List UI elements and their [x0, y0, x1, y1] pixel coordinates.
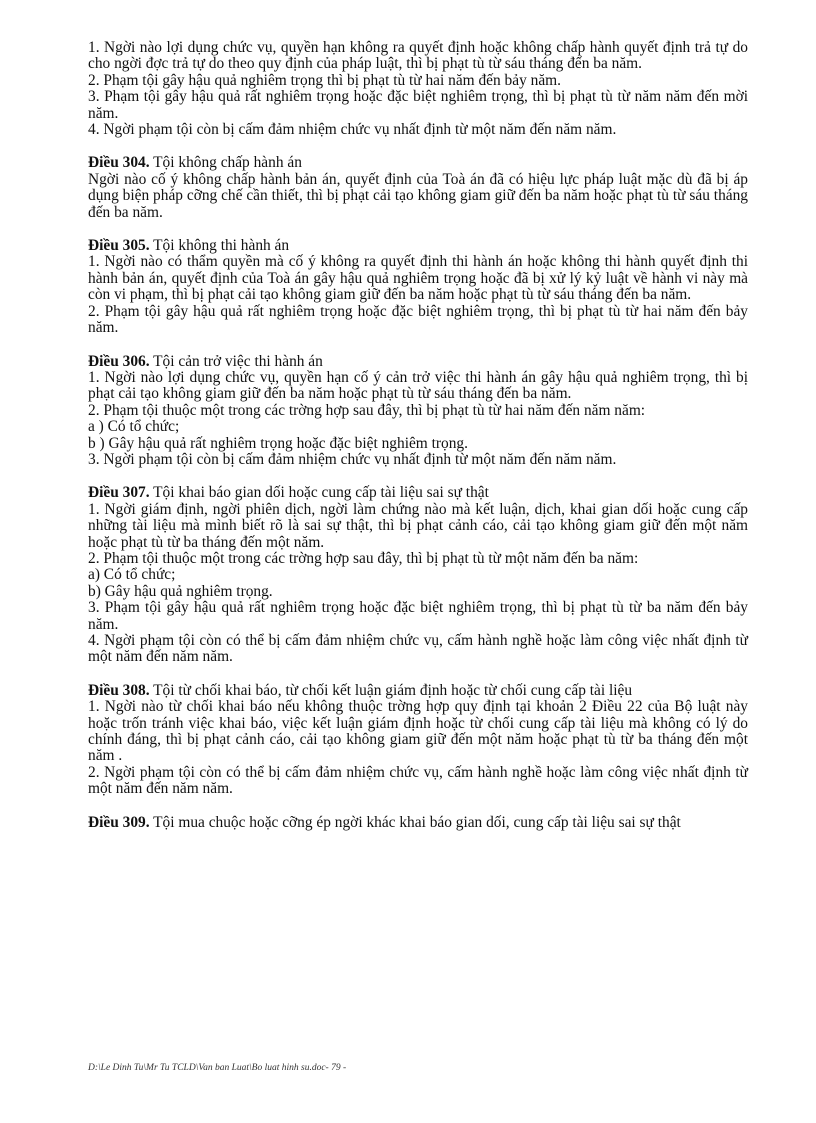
- article-number: Điều 306.: [88, 352, 150, 370]
- article-number: Điều 305.: [88, 237, 150, 255]
- article-title: Tội cản trở việc thi hành án: [149, 352, 323, 370]
- document-page: [88, 40, 748, 831]
- article-heading: [88, 683, 748, 699]
- paragraph: 2. Ngời phạm tội còn có thể bị cấm đảm nhiệm chức vụ, cấm hành nghề hoặc làm công việc nhất định từ một năm đến năm năm.: [88, 763, 748, 798]
- article-309: [88, 815, 748, 831]
- paragraph: 4. Ngời phạm tội còn có thể bị cấm đảm nhiệm chức vụ, cấm hành nghề hoặc làm công việc nhất định từ một năm đến năm năm.: [88, 632, 748, 666]
- paragraph: 3. Ngời phạm tội còn bị cấm đảm nhiệm chức vụ nhất định từ một năm đến năm năm.: [88, 450, 617, 468]
- paragraph: 2. Phạm tội thuộc một trong các trờng hợp sau đây, thì bị phạt tù từ hai năm đến năm năm:: [88, 401, 646, 419]
- article-number: Điều 304.: [88, 154, 150, 172]
- paragraph: 3. Phạm tội gây hậu quả rất nghiêm trọng hoặc đặc biệt nghiêm trọng, thì bị phạt tù từ ba năm đến bảy năm.: [88, 599, 748, 633]
- article-307: [88, 485, 748, 665]
- article-304: [88, 155, 748, 221]
- article-title: Tội khai báo gian dối hoặc cung cấp tài liệu sai sự thật: [149, 484, 489, 502]
- paragraph: 4. Ngời phạm tội còn bị cấm đảm nhiệm chức vụ nhất định từ một năm đến năm năm.: [88, 121, 617, 139]
- paragraph: 3. Phạm tội gây hậu quả rất nghiêm trọng hoặc đặc biệt nghiêm trọng, thì bị phạt tù từ năm năm đến mời năm.: [88, 88, 748, 122]
- paragraph: 2. Phạm tội thuộc một trong các trờng hợp sau đây, thì bị phạt tù từ một năm đến ba năm:: [88, 549, 639, 567]
- paragraph: a ) Có tổ chức;: [88, 418, 180, 436]
- article-heading: [88, 485, 748, 501]
- article-305: [88, 238, 748, 336]
- article-303-continuation: [88, 40, 748, 138]
- paragraph: 1. Ngời nào lợi dụng chức vụ, quyền hạn cố ý cản trở việc thi hành án gây hậu quả nghiêm trọng, thì bị phạt cải tạo không giam giữ đến ba năm hoặc phạt tù từ sáu tháng đến ba năm.: [88, 368, 748, 403]
- paragraph: 1. Ngời nào lợi dụng chức vụ, quyền hạn không ra quyết định hoặc không chấp hành quyết định trả tự do cho ngời đợc trả tự do theo quy định của pháp luật, thì bị phạt tù từ sáu tháng đến ba năm.: [88, 39, 748, 73]
- page-footer: D:\Le Dinh Tu\Mr Tu TCLD\Van ban Luat\Bo luat hinh su.doc- 79 -: [88, 1063, 347, 1073]
- article-heading: [88, 238, 748, 254]
- article-306: [88, 354, 748, 469]
- article-title: Tội mua chuộc hoặc cỡng ép ngời khác khai báo gian dối, cung cấp tài liệu sai sự thật: [149, 813, 681, 831]
- article-heading: [88, 155, 748, 171]
- article-heading: [88, 354, 748, 370]
- article-title: Tội không chấp hành án: [149, 154, 302, 172]
- article-title: Tội từ chối khai báo, từ chối kết luận giám định hoặc từ chối cung cấp tài liệu: [149, 681, 633, 699]
- paragraph: 1. Ngời nào có thẩm quyền mà cố ý không ra quyết định thi hành án hoặc không thi hành quyết định thi hành bản án, quyết định của Toà án gây hậu quả nghiêm trọng hoặc đã bị xử lý kỷ luật về hành vi này mà còn vi phạm, thì bị phạt cải tạo không giam giữ đến ba năm hoặc phạt tù từ sáu tháng đến ba năm.: [88, 253, 748, 304]
- paragraph: b ) Gây hậu quả rất nghiêm trọng hoặc đặc biệt nghiêm trọng.: [88, 434, 468, 452]
- article-number: Điều 307.: [88, 484, 150, 502]
- paragraph: Ngời nào cố ý không chấp hành bản án, quyết định của Toà án đã có hiệu lực pháp luật mặc dù đã bị áp dụng biện pháp cỡng chế cần thiết, thì bị phạt cải tạo không giam giữ đến ba năm hoặc phạt tù từ sáu tháng đến ba năm.: [88, 170, 748, 221]
- paragraph: 2. Phạm tội gây hậu quả nghiêm trọng thì bị phạt tù từ hai năm đến bảy năm.: [88, 71, 561, 89]
- paragraph: 1. Ngời giám định, ngời phiên dịch, ngời làm chứng nào mà kết luận, dịch, khai gian dối hoặc cung cấp những tài liệu mà mình biết rõ là sai sự thật, thì bị phạt cảnh cáo, cải tạo không giam giữ đến một năm hoặc phạt tù từ ba tháng đến một năm.: [88, 500, 748, 551]
- paragraph: 1. Ngời nào từ chối khai báo nếu không thuộc trờng hợp quy định tại khoản 2 Điều 22 của Bộ luật này hoặc trốn tránh việc khai báo, việc kết luận giám định hoặc từ chối cung cấp tài liệu mà không có lý do chính đáng, thì bị phạt cảnh cáo, cải tạo không giam giữ đến một năm hoặc phạt tù từ ba tháng đến một năm .: [88, 698, 748, 765]
- article-number: Điều 309.: [88, 813, 150, 831]
- paragraph: a) Có tổ chức;: [88, 566, 176, 584]
- article-number: Điều 308.: [88, 681, 150, 699]
- article-heading: [88, 815, 748, 831]
- paragraph: b) Gây hậu quả nghiêm trọng.: [88, 582, 273, 600]
- article-title: Tội không thi hành án: [149, 237, 290, 255]
- paragraph: 2. Phạm tội gây hậu quả rất nghiêm trọng hoặc đặc biệt nghiêm trọng, thì bị phạt tù từ hai năm đến bảy năm.: [88, 302, 748, 337]
- article-308: [88, 683, 748, 798]
